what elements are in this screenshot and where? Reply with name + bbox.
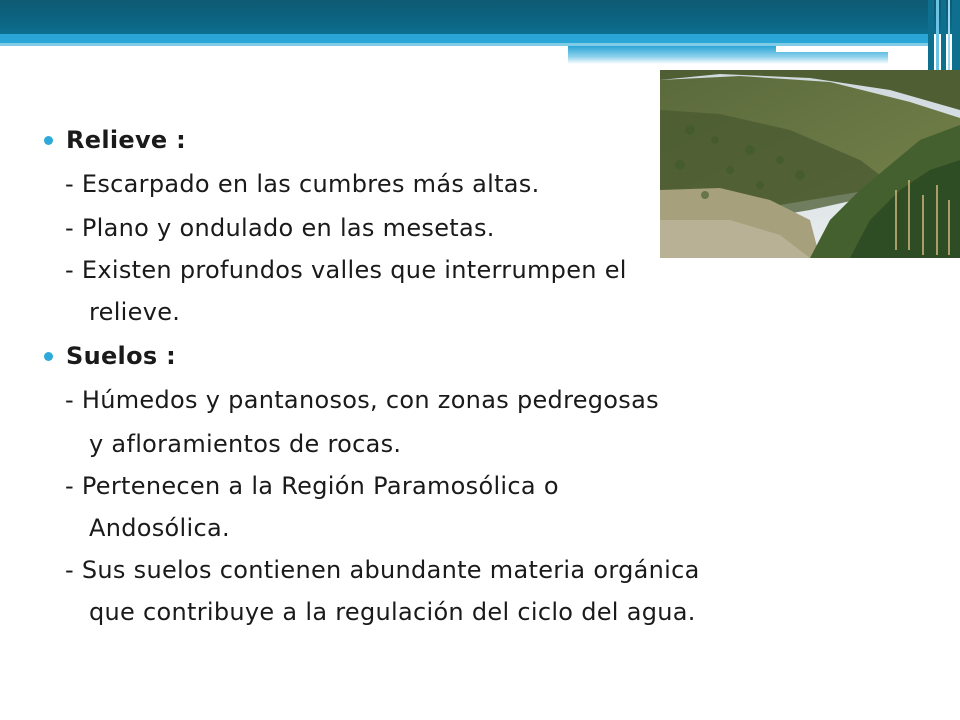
bullet-dot-icon — [44, 352, 53, 361]
header-band — [0, 0, 960, 34]
header-accent-notch — [776, 46, 888, 52]
suelos-line-continuation: que contribuye a la regulación del ciclo del agua. — [89, 598, 696, 626]
relieve-line-continuation: relieve. — [89, 298, 181, 326]
header-accent-band — [0, 34, 930, 43]
suelos-line: - Sus suelos contienen abundante materia orgánica — [65, 556, 700, 584]
header-corner-stripes — [928, 0, 960, 70]
bullet-dot-icon — [44, 136, 53, 145]
relieve-line: - Plano y ondulado en las mesetas. — [65, 214, 495, 242]
suelos-line-continuation: Andosólica. — [89, 514, 230, 542]
section-heading-relieve: Relieve : — [44, 118, 844, 162]
suelos-line-continuation: y afloramientos de rocas. — [89, 430, 402, 458]
relieve-line: - Existen profundos valles que interrumpen el — [65, 256, 627, 284]
slide-body — [44, 118, 844, 632]
section-heading-suelos: Suelos : — [44, 334, 844, 378]
relieve-line: - Escarpado en las cumbres más altas. — [65, 170, 540, 198]
suelos-line: - Pertenecen a la Región Paramosólica o — [65, 472, 559, 500]
suelos-line: - Húmedos y pantanosos, con zonas pedregosas — [65, 386, 659, 414]
